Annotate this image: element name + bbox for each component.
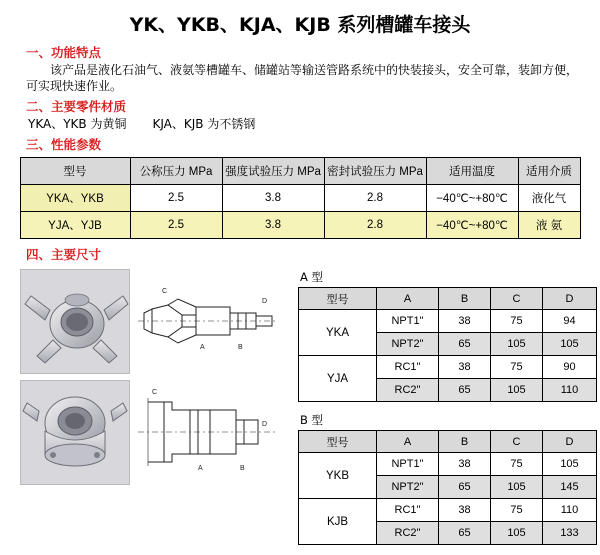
coupling-drawing-b-image xyxy=(138,380,278,483)
svg-text:C: C xyxy=(162,288,168,295)
spec-a-r3-c1: RC2" xyxy=(377,379,439,402)
spec-b-header-0: 型号 xyxy=(299,431,377,453)
spec-a-r0-c1: NPT1" xyxy=(377,310,439,333)
spec-b-header-2: B xyxy=(439,431,491,453)
spec-b-r1-c1: NPT2" xyxy=(377,476,439,499)
spec-label-a: A 型 xyxy=(300,270,324,284)
svg-text:B: B xyxy=(240,465,245,472)
perf-r0-c1: 2.5 xyxy=(130,185,222,212)
perf-r0-c0: YKA、YKB xyxy=(20,185,130,212)
dimensions-area xyxy=(10,269,590,539)
table-row xyxy=(299,499,597,522)
spec-a-r2-c2: 38 xyxy=(439,356,491,379)
perf-header-3: 密封试验压力 MPa xyxy=(324,158,426,185)
perf-r0-c2: 3.8 xyxy=(222,185,324,212)
spec-a-r0-c3: 75 xyxy=(491,310,543,333)
spec-b-r1-c3: 105 xyxy=(491,476,543,499)
spec-b-r1-c4: 145 xyxy=(543,476,597,499)
section-heading-features: 一、功能特点 xyxy=(26,45,102,60)
spec-a-r1-c1: NPT2" xyxy=(377,333,439,356)
section-heading-material: 二、主要零件材质 xyxy=(26,99,127,114)
spec-a-header-2: B xyxy=(439,288,491,310)
spec-a-r0-c2: 38 xyxy=(439,310,491,333)
coupling-photo-b-graphic xyxy=(21,381,129,484)
spec-a-r2-c3: 75 xyxy=(491,356,543,379)
coupling-photo-b-image xyxy=(20,380,130,485)
spec-b-r2-c4: 110 xyxy=(543,499,597,522)
spec-b-r1-c2: 65 xyxy=(439,476,491,499)
spec-b-r3-c1: RC2" xyxy=(377,522,439,545)
spec-a-header-3: C xyxy=(491,288,543,310)
spec-b-r0-c4: 105 xyxy=(543,453,597,476)
spec-a-r1-c3: 105 xyxy=(491,333,543,356)
table-header-row xyxy=(20,158,580,185)
spec-a-r3-c2: 65 xyxy=(439,379,491,402)
material-text-b: KJA、KJB 为不锈钢 xyxy=(152,117,256,131)
spec-b-r2-c2: 38 xyxy=(439,499,491,522)
spec-b-r0-c1: NPT1" xyxy=(377,453,439,476)
spec-a-r3-c3: 105 xyxy=(491,379,543,402)
svg-text:D: D xyxy=(262,421,268,428)
svg-text:D: D xyxy=(262,298,268,305)
perf-header-5: 适用介质 xyxy=(518,158,580,185)
perf-r1-c1: 2.5 xyxy=(130,212,222,239)
spec-b-r0-c3: 75 xyxy=(491,453,543,476)
perf-r1-c4: −40℃~+80℃ xyxy=(426,212,518,239)
table-row xyxy=(299,356,597,379)
performance-table xyxy=(20,157,581,239)
spec-b-header-3: C xyxy=(491,431,543,453)
spec-a-model-0: YKA xyxy=(299,310,377,356)
material-line xyxy=(28,116,586,132)
spec-label-b: B 型 xyxy=(300,413,324,427)
spec-a-r1-c4: 105 xyxy=(543,333,597,356)
perf-r0-c5: 液化气 xyxy=(518,185,580,212)
section-heading-performance: 三、性能参数 xyxy=(26,137,102,152)
coupling-photo-a-image xyxy=(20,269,130,374)
perf-r1-c2: 3.8 xyxy=(222,212,324,239)
material-text-a: YKA、YKB 为黄铜 xyxy=(28,117,127,131)
page-title: YK、YKB、KJA、KJB 系列槽罐车接头 xyxy=(129,14,471,36)
perf-header-0: 型号 xyxy=(20,158,130,185)
spec-b-model-0: YKB xyxy=(299,453,377,499)
spec-a-r1-c2: 65 xyxy=(439,333,491,356)
table-header-row xyxy=(299,431,597,453)
spec-a-r0-c4: 94 xyxy=(543,310,597,333)
spec-b-r3-c4: 133 xyxy=(543,522,597,545)
table-row xyxy=(20,212,580,239)
spec-b-r3-c3: 105 xyxy=(491,522,543,545)
spec-a-header-1: A xyxy=(377,288,439,310)
svg-text:A: A xyxy=(198,465,203,472)
perf-r0-c4: −40℃~+80℃ xyxy=(426,185,518,212)
spec-a-r2-c4: 90 xyxy=(543,356,597,379)
spec-b-model-1: KJB xyxy=(299,499,377,545)
spec-a-header-4: D xyxy=(543,288,597,310)
spec-b-r2-c1: RC1" xyxy=(377,499,439,522)
illustration-row-b xyxy=(20,380,290,485)
perf-r0-c3: 2.8 xyxy=(324,185,426,212)
perf-r1-c5: 液 氨 xyxy=(518,212,580,239)
spec-a-header-0: 型号 xyxy=(299,288,377,310)
coupling-drawing-a-graphic xyxy=(138,269,278,372)
spec-tables-column xyxy=(298,269,598,555)
spec-b-header-1: A xyxy=(377,431,439,453)
document-page xyxy=(0,10,600,539)
svg-text:B: B xyxy=(238,344,243,351)
spec-b-r0-c2: 38 xyxy=(439,453,491,476)
spec-b-header-4: D xyxy=(543,431,597,453)
illustration-column xyxy=(20,269,290,491)
coupling-drawing-b-graphic xyxy=(138,380,278,483)
section-heading-dimensions: 四、主要尺寸 xyxy=(26,247,102,262)
perf-header-2: 强度试验压力 MPa xyxy=(222,158,324,185)
illustration-row-a xyxy=(20,269,290,374)
table-row xyxy=(20,185,580,212)
spec-b-r3-c2: 65 xyxy=(439,522,491,545)
spec-a-model-1: YJA xyxy=(299,356,377,402)
spec-a-r2-c1: RC1" xyxy=(377,356,439,379)
perf-r1-c3: 2.8 xyxy=(324,212,426,239)
coupling-photo-a-graphic xyxy=(21,270,129,373)
coupling-drawing-a-image xyxy=(138,269,278,372)
perf-header-4: 适用温度 xyxy=(426,158,518,185)
table-row xyxy=(299,310,597,333)
svg-text:C: C xyxy=(152,389,158,396)
spec-table-b xyxy=(298,430,597,545)
spec-b-r2-c3: 75 xyxy=(491,499,543,522)
spec-table-a xyxy=(298,287,597,402)
table-header-row xyxy=(299,288,597,310)
features-paragraph: 该产品是液化石油气、液氨等槽罐车、储罐站等输送管路系统中的快装接头，安全可靠，装卸方便，可实现快速作业。 xyxy=(26,63,579,93)
table-row xyxy=(299,453,597,476)
perf-r1-c0: YJA、YJB xyxy=(20,212,130,239)
svg-text:A: A xyxy=(200,344,205,351)
spec-a-r3-c4: 110 xyxy=(543,379,597,402)
perf-header-1: 公称压力 MPa xyxy=(130,158,222,185)
